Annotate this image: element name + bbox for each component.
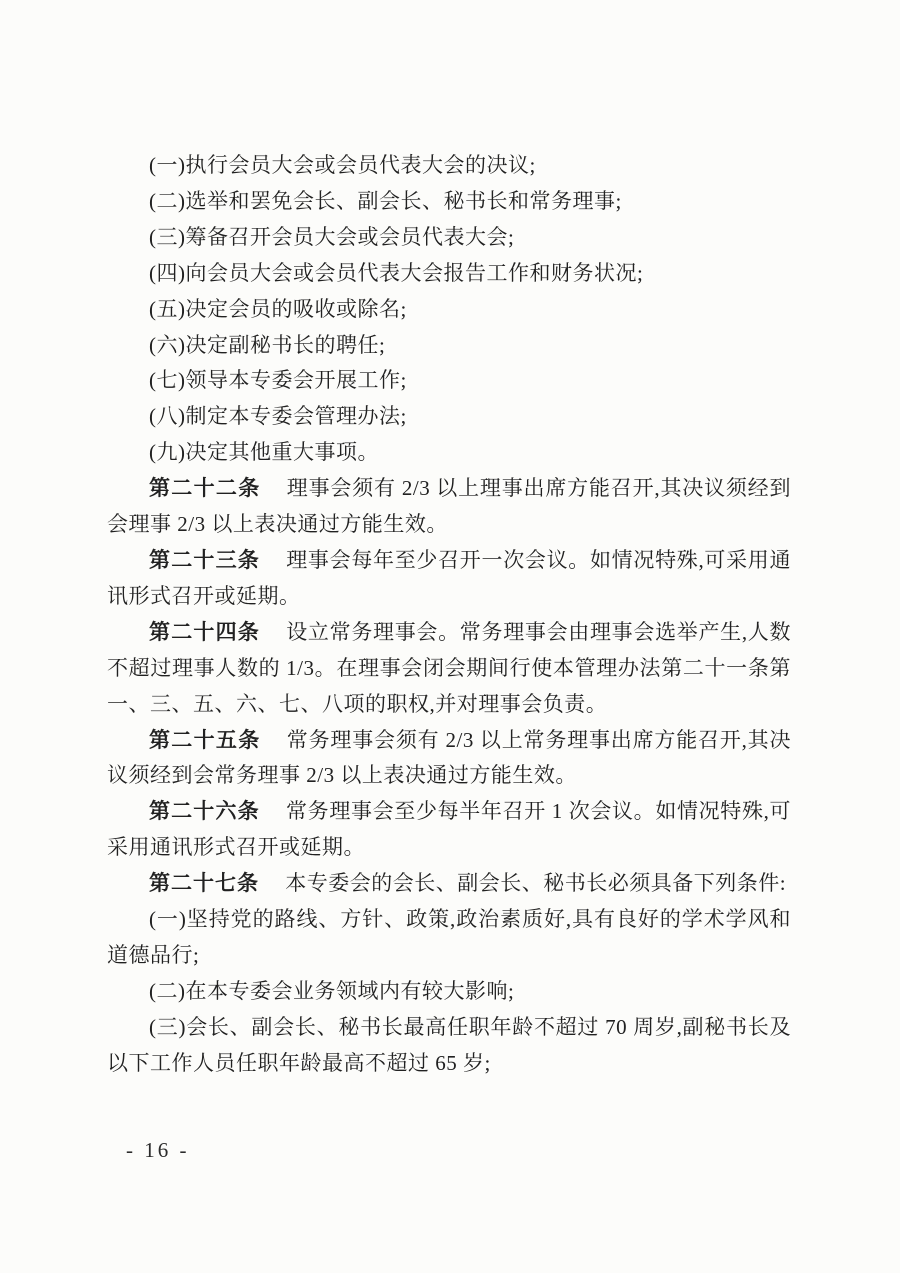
list-item-paragraph (107, 363, 791, 399)
article-number: 第二十五条 (149, 728, 261, 752)
article-paragraph (107, 615, 791, 723)
article-paragraph (107, 543, 791, 615)
list-item-paragraph (107, 399, 791, 435)
list-item-paragraph (107, 1010, 791, 1082)
list-item-paragraph (107, 435, 791, 471)
list-item-paragraph (107, 220, 791, 256)
paragraph-text: (五)决定会员的吸收或除名; (149, 296, 407, 321)
paragraph-text: 理事会须有 2/3 以上理事出席方能召开,其决议须经到会理事 2/3 以上表决通过方能生效。 (107, 476, 791, 537)
paragraph-text: (六)决定副秘书长的聘任; (149, 332, 386, 357)
paragraph-text: 本专委会的会长、副会长、秘书长必须具备下列条件: (285, 871, 787, 896)
paragraph-text: 常务理事会至少每半年召开 1 次会议。如情况特殊,可采用通讯形式召开或延期。 (107, 799, 792, 860)
list-item-paragraph (107, 184, 791, 220)
list-item-paragraph (107, 974, 791, 1010)
paragraph-text: (一)执行会员大会或会员代表大会的决议; (149, 153, 536, 177)
article-number: 第二十六条 (149, 800, 260, 824)
article-number: 第二十三条 (149, 548, 260, 572)
paragraph-text: (三)筹备召开会员大会或会员代表大会; (149, 224, 515, 249)
page-number: - 16 - (126, 1138, 190, 1162)
article-paragraph (107, 471, 791, 543)
paragraph-text: 常务理事会须有 2/3 以上常务理事出席方能召开,其决议须经到会常务理事 2/3 以上表决通过方能生效。 (107, 727, 791, 788)
paragraph-text: (一)坚持党的路线、方针、政策,政治素质好,具有良好的学术学风和道德品行; (107, 907, 791, 967)
list-item-paragraph (107, 256, 791, 292)
article-number: 第二十二条 (149, 477, 261, 501)
paragraph-text: (九)决定其他重大事项。 (149, 440, 379, 465)
paragraph-text: 理事会每年至少召开一次会议。如情况特殊,可采用通讯形式召开或延期。 (107, 547, 792, 608)
paragraph-text: (八)制定本专委会管理办法; (149, 404, 407, 429)
list-item-paragraph (107, 148, 791, 184)
list-item-paragraph (107, 328, 791, 364)
article-paragraph (107, 794, 791, 866)
article-paragraph (107, 723, 791, 795)
article-number: 第二十四条 (149, 620, 260, 644)
article-paragraph (107, 866, 791, 902)
article-number: 第二十七条 (149, 872, 259, 896)
document-body (107, 148, 791, 1082)
paragraph-text: 设立常务理事会。常务理事会由理事会选举产生,人数不超过理事人数的 1/3。在理事会闭会期间行使本管理办法第二十一条第一、三、五、六、七、八项的职权,并对理事会负责。 (107, 619, 792, 716)
list-item-paragraph (107, 292, 791, 328)
paragraph-text: (二)选举和罢免会长、副会长、秘书长和常务理事; (149, 188, 622, 213)
paragraph-text: (二)在本专委会业务领域内有较大影响; (149, 978, 515, 1003)
list-item-paragraph (107, 902, 791, 974)
paragraph-text: (三)会长、副会长、秘书长最高任职年龄不超过 70 周岁,副秘书长及以下工作人员任职年龄最高不超过 65 岁; (107, 1014, 791, 1075)
paragraph-text: (七)领导本专委会开展工作; (149, 368, 407, 393)
paragraph-text: (四)向会员大会或会员代表大会报告工作和财务状况; (149, 260, 644, 285)
